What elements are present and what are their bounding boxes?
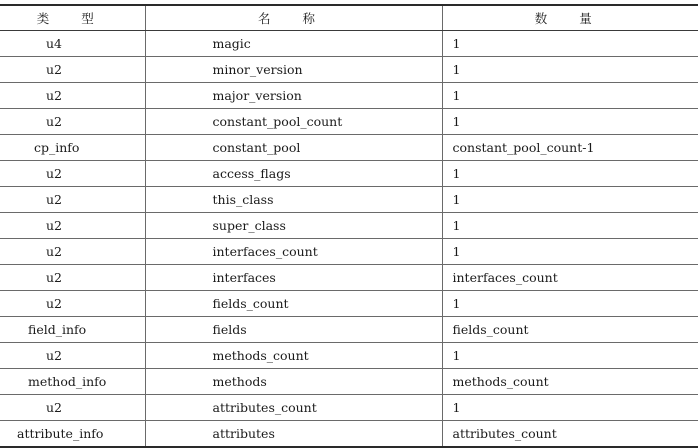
cell-count: 1	[442, 83, 698, 109]
cell-name: magic	[145, 31, 442, 57]
cell-name: constant_pool	[145, 135, 442, 161]
cell-type: u2	[0, 187, 145, 213]
cell-type: u4	[0, 31, 145, 57]
cell-type: u2	[0, 395, 145, 421]
cell-count: 1	[442, 343, 698, 369]
data-table	[0, 4, 698, 448]
cell-type: u2	[0, 161, 145, 187]
table-row	[0, 369, 698, 395]
header-type: 类 型	[0, 5, 145, 31]
cell-name: methods_count	[145, 343, 442, 369]
cell-count: 1	[442, 291, 698, 317]
table-header	[0, 5, 698, 31]
cell-count: interfaces_count	[442, 265, 698, 291]
table-row	[0, 343, 698, 369]
cell-count: attributes_count	[442, 421, 698, 448]
cell-type: field_info	[0, 317, 145, 343]
cell-count: 1	[442, 109, 698, 135]
table-row	[0, 57, 698, 83]
cell-type: u2	[0, 291, 145, 317]
table-row	[0, 317, 698, 343]
cell-name: methods	[145, 369, 442, 395]
cell-type: method_info	[0, 369, 145, 395]
table-body	[0, 31, 698, 448]
cell-name: attributes	[145, 421, 442, 448]
table-row	[0, 83, 698, 109]
class-file-structure-table	[0, 4, 698, 448]
cell-count: 1	[442, 239, 698, 265]
cell-count: 1	[442, 57, 698, 83]
cell-count: 1	[442, 161, 698, 187]
cell-name: fields_count	[145, 291, 442, 317]
table-row	[0, 291, 698, 317]
cell-count: 1	[442, 31, 698, 57]
cell-count: 1	[442, 395, 698, 421]
cell-count: 1	[442, 187, 698, 213]
cell-count: 1	[442, 213, 698, 239]
table-row	[0, 213, 698, 239]
cell-count: fields_count	[442, 317, 698, 343]
cell-type: u2	[0, 109, 145, 135]
cell-type: u2	[0, 239, 145, 265]
cell-type: u2	[0, 213, 145, 239]
cell-type: u2	[0, 343, 145, 369]
cell-name: super_class	[145, 213, 442, 239]
cell-name: access_flags	[145, 161, 442, 187]
table-row	[0, 187, 698, 213]
cell-count: constant_pool_count-1	[442, 135, 698, 161]
cell-type: u2	[0, 265, 145, 291]
cell-type: u2	[0, 57, 145, 83]
table-row	[0, 161, 698, 187]
cell-name: minor_version	[145, 57, 442, 83]
cell-type: attribute_info	[0, 421, 145, 448]
cell-type: cp_info	[0, 135, 145, 161]
cell-name: interfaces_count	[145, 239, 442, 265]
header-row	[0, 5, 698, 31]
table-row	[0, 135, 698, 161]
cell-name: major_version	[145, 83, 442, 109]
header-name: 名 称	[145, 5, 442, 31]
table-row	[0, 265, 698, 291]
cell-name: attributes_count	[145, 395, 442, 421]
cell-name: constant_pool_count	[145, 109, 442, 135]
cell-count: methods_count	[442, 369, 698, 395]
table-row	[0, 239, 698, 265]
cell-type: u2	[0, 83, 145, 109]
header-count: 数 量	[442, 5, 698, 31]
cell-name: interfaces	[145, 265, 442, 291]
cell-name: fields	[145, 317, 442, 343]
table-row	[0, 421, 698, 448]
table-row	[0, 395, 698, 421]
table-row	[0, 31, 698, 57]
table-row	[0, 109, 698, 135]
cell-name: this_class	[145, 187, 442, 213]
